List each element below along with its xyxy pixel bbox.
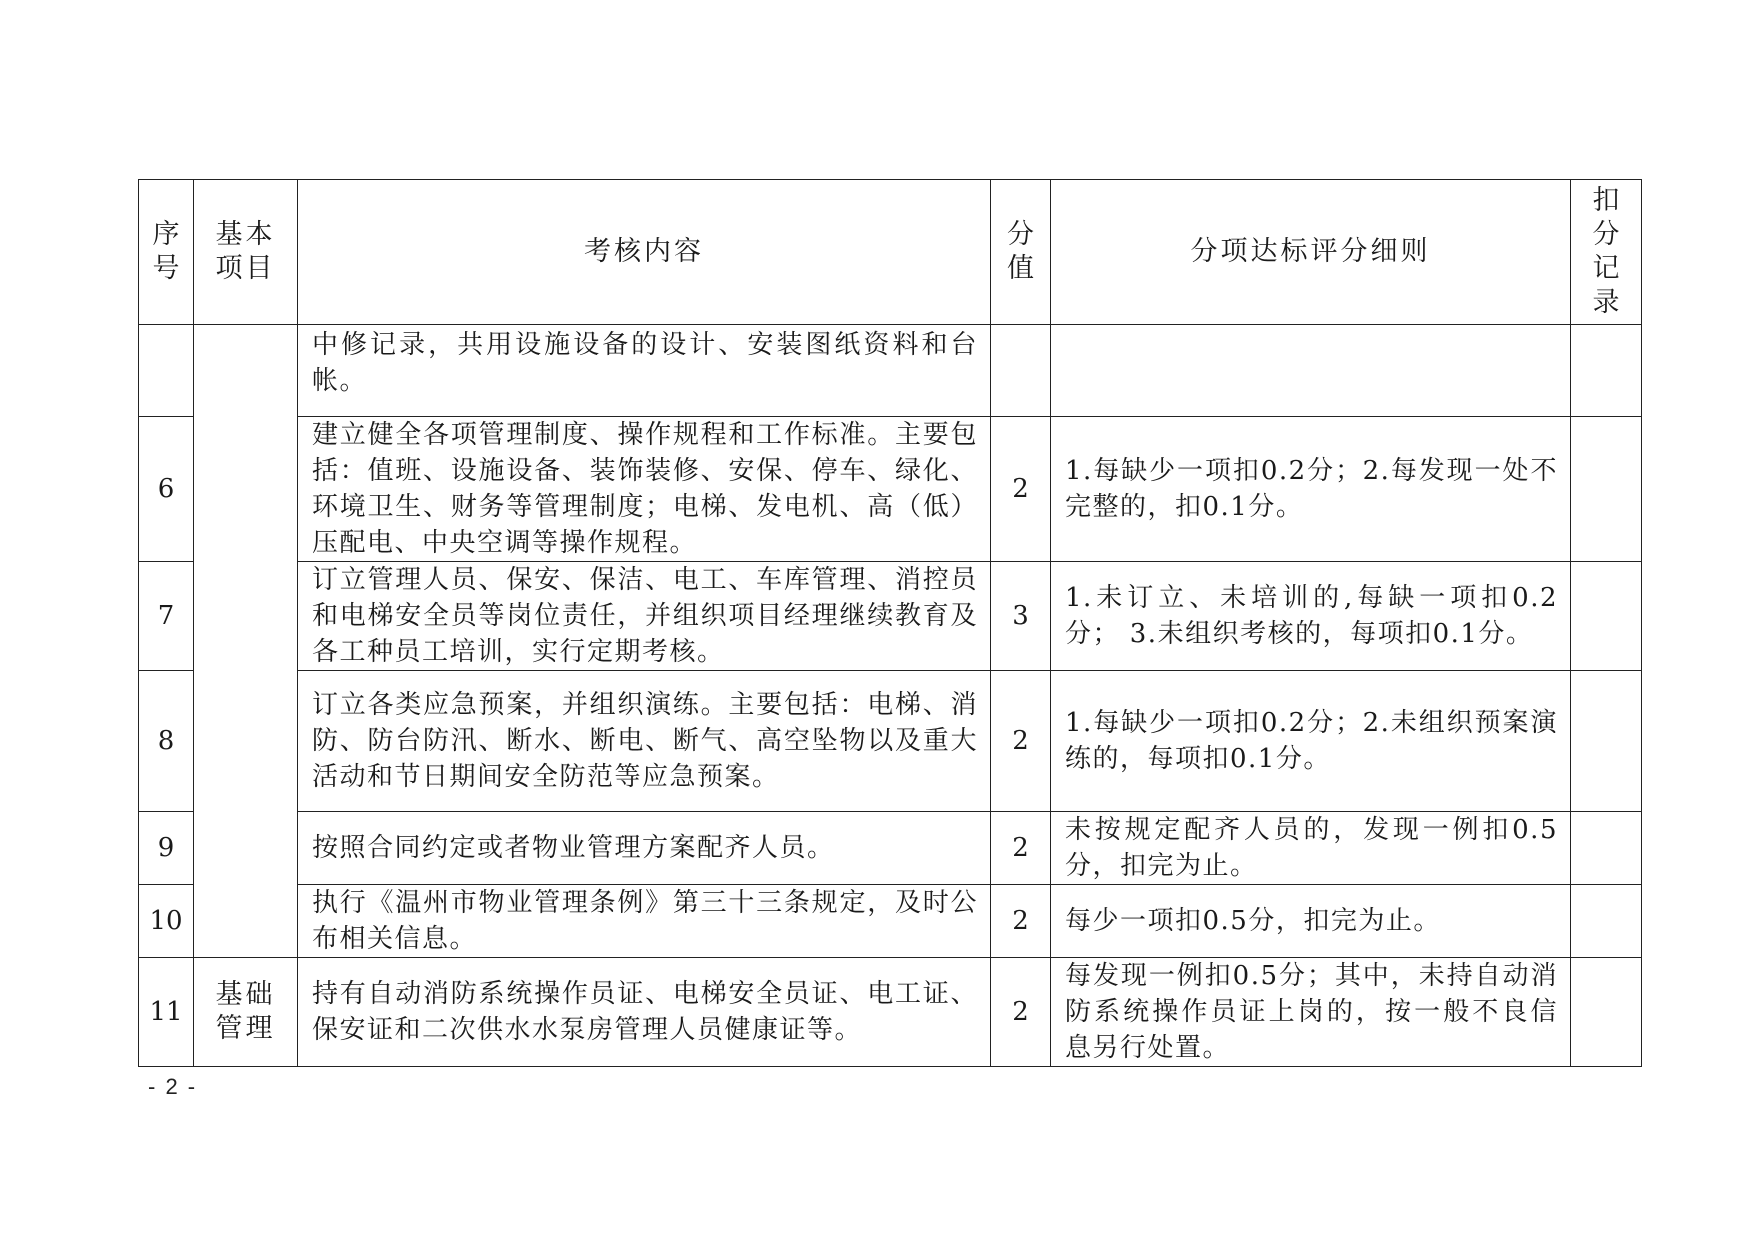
row-rule: 未按规定配齐人员的，发现一例扣0.5分，扣完为止。 [1051,812,1571,885]
row-rule: 1.每缺少一项扣0.2分；2.未组织预案演练的，每项扣0.1分。 [1051,671,1571,812]
row-score [991,325,1051,417]
row-score: 2 [991,417,1051,562]
page-number: - 2 - [148,1074,198,1099]
table-row [139,325,1642,417]
row-deduct [1571,812,1642,885]
row-score: 2 [991,671,1051,812]
row-deduct [1571,325,1642,417]
row-item: 基础管理 [194,958,298,1067]
row-deduct [1571,885,1642,958]
table-row [139,562,1642,671]
row-deduct [1571,562,1642,671]
row-content: 持有自动消防系统操作员证、电梯安全员证、电工证、保安证和二次供水水泵房管理人员健康证等。 [298,958,991,1067]
row-score: 2 [991,885,1051,958]
row-seq: 9 [139,812,194,885]
row-seq [139,325,194,417]
row-content: 执行《温州市物业管理条例》第三十三条规定，及时公布相关信息。 [298,885,991,958]
row-rule: 1.每缺少一项扣0.2分；2.每发现一处不完整的，扣0.1分。 [1051,417,1571,562]
row-seq: 11 [139,958,194,1067]
header-deduct: 扣分记录 [1571,180,1642,325]
table-row [139,958,1642,1067]
row-seq: 10 [139,885,194,958]
header-row [139,180,1642,325]
row-deduct [1571,671,1642,812]
row-rule: 每少一项扣0.5分，扣完为止。 [1051,885,1571,958]
row-rule: 1.未订立、未培训的,每缺一项扣0.2分； 3.未组织考核的，每项扣0.1分。 [1051,562,1571,671]
header-content: 考核内容 [298,180,991,325]
row-score: 2 [991,812,1051,885]
row-content: 中修记录，共用设施设备的设计、安装图纸资料和台帐。 [298,325,991,417]
row-score: 3 [991,562,1051,671]
row-score: 2 [991,958,1051,1067]
table-row [139,417,1642,562]
row-deduct [1571,417,1642,562]
row-content: 订立各类应急预案，并组织演练。主要包括：电梯、消防、防台防汛、断水、断电、断气、高空坠物以及重大活动和节日期间安全防范等应急预案。 [298,671,991,812]
row-content: 按照合同约定或者物业管理方案配齐人员。 [298,812,991,885]
header-item: 基本项目 [194,180,298,325]
row-deduct [1571,958,1642,1067]
table-row [139,885,1642,958]
header-rule: 分项达标评分细则 [1051,180,1571,325]
row-seq: 7 [139,562,194,671]
row-rule: 每发现一例扣0.5分；其中，未持自动消防系统操作员证上岗的，按一般不良信息另行处置。 [1051,958,1571,1067]
row-seq: 6 [139,417,194,562]
table-row [139,671,1642,812]
row-rule [1051,325,1571,417]
assessment-table [138,179,1642,1067]
row-content: 建立健全各项管理制度、操作规程和工作标准。主要包括：值班、设施设备、装饰装修、安保、停车、绿化、环境卫生、财务等管理制度；电梯、发电机、高（低）压配电、中央空调等操作规程。 [298,417,991,562]
row-seq: 8 [139,671,194,812]
table-row [139,812,1642,885]
header-seq: 序号 [139,180,194,325]
row-content: 订立管理人员、保安、保洁、电工、车库管理、消控员和电梯安全员等岗位责任，并组织项目经理继续教育及各工种员工培训，实行定期考核。 [298,562,991,671]
row-item-merged [194,325,298,958]
header-score: 分值 [991,180,1051,325]
